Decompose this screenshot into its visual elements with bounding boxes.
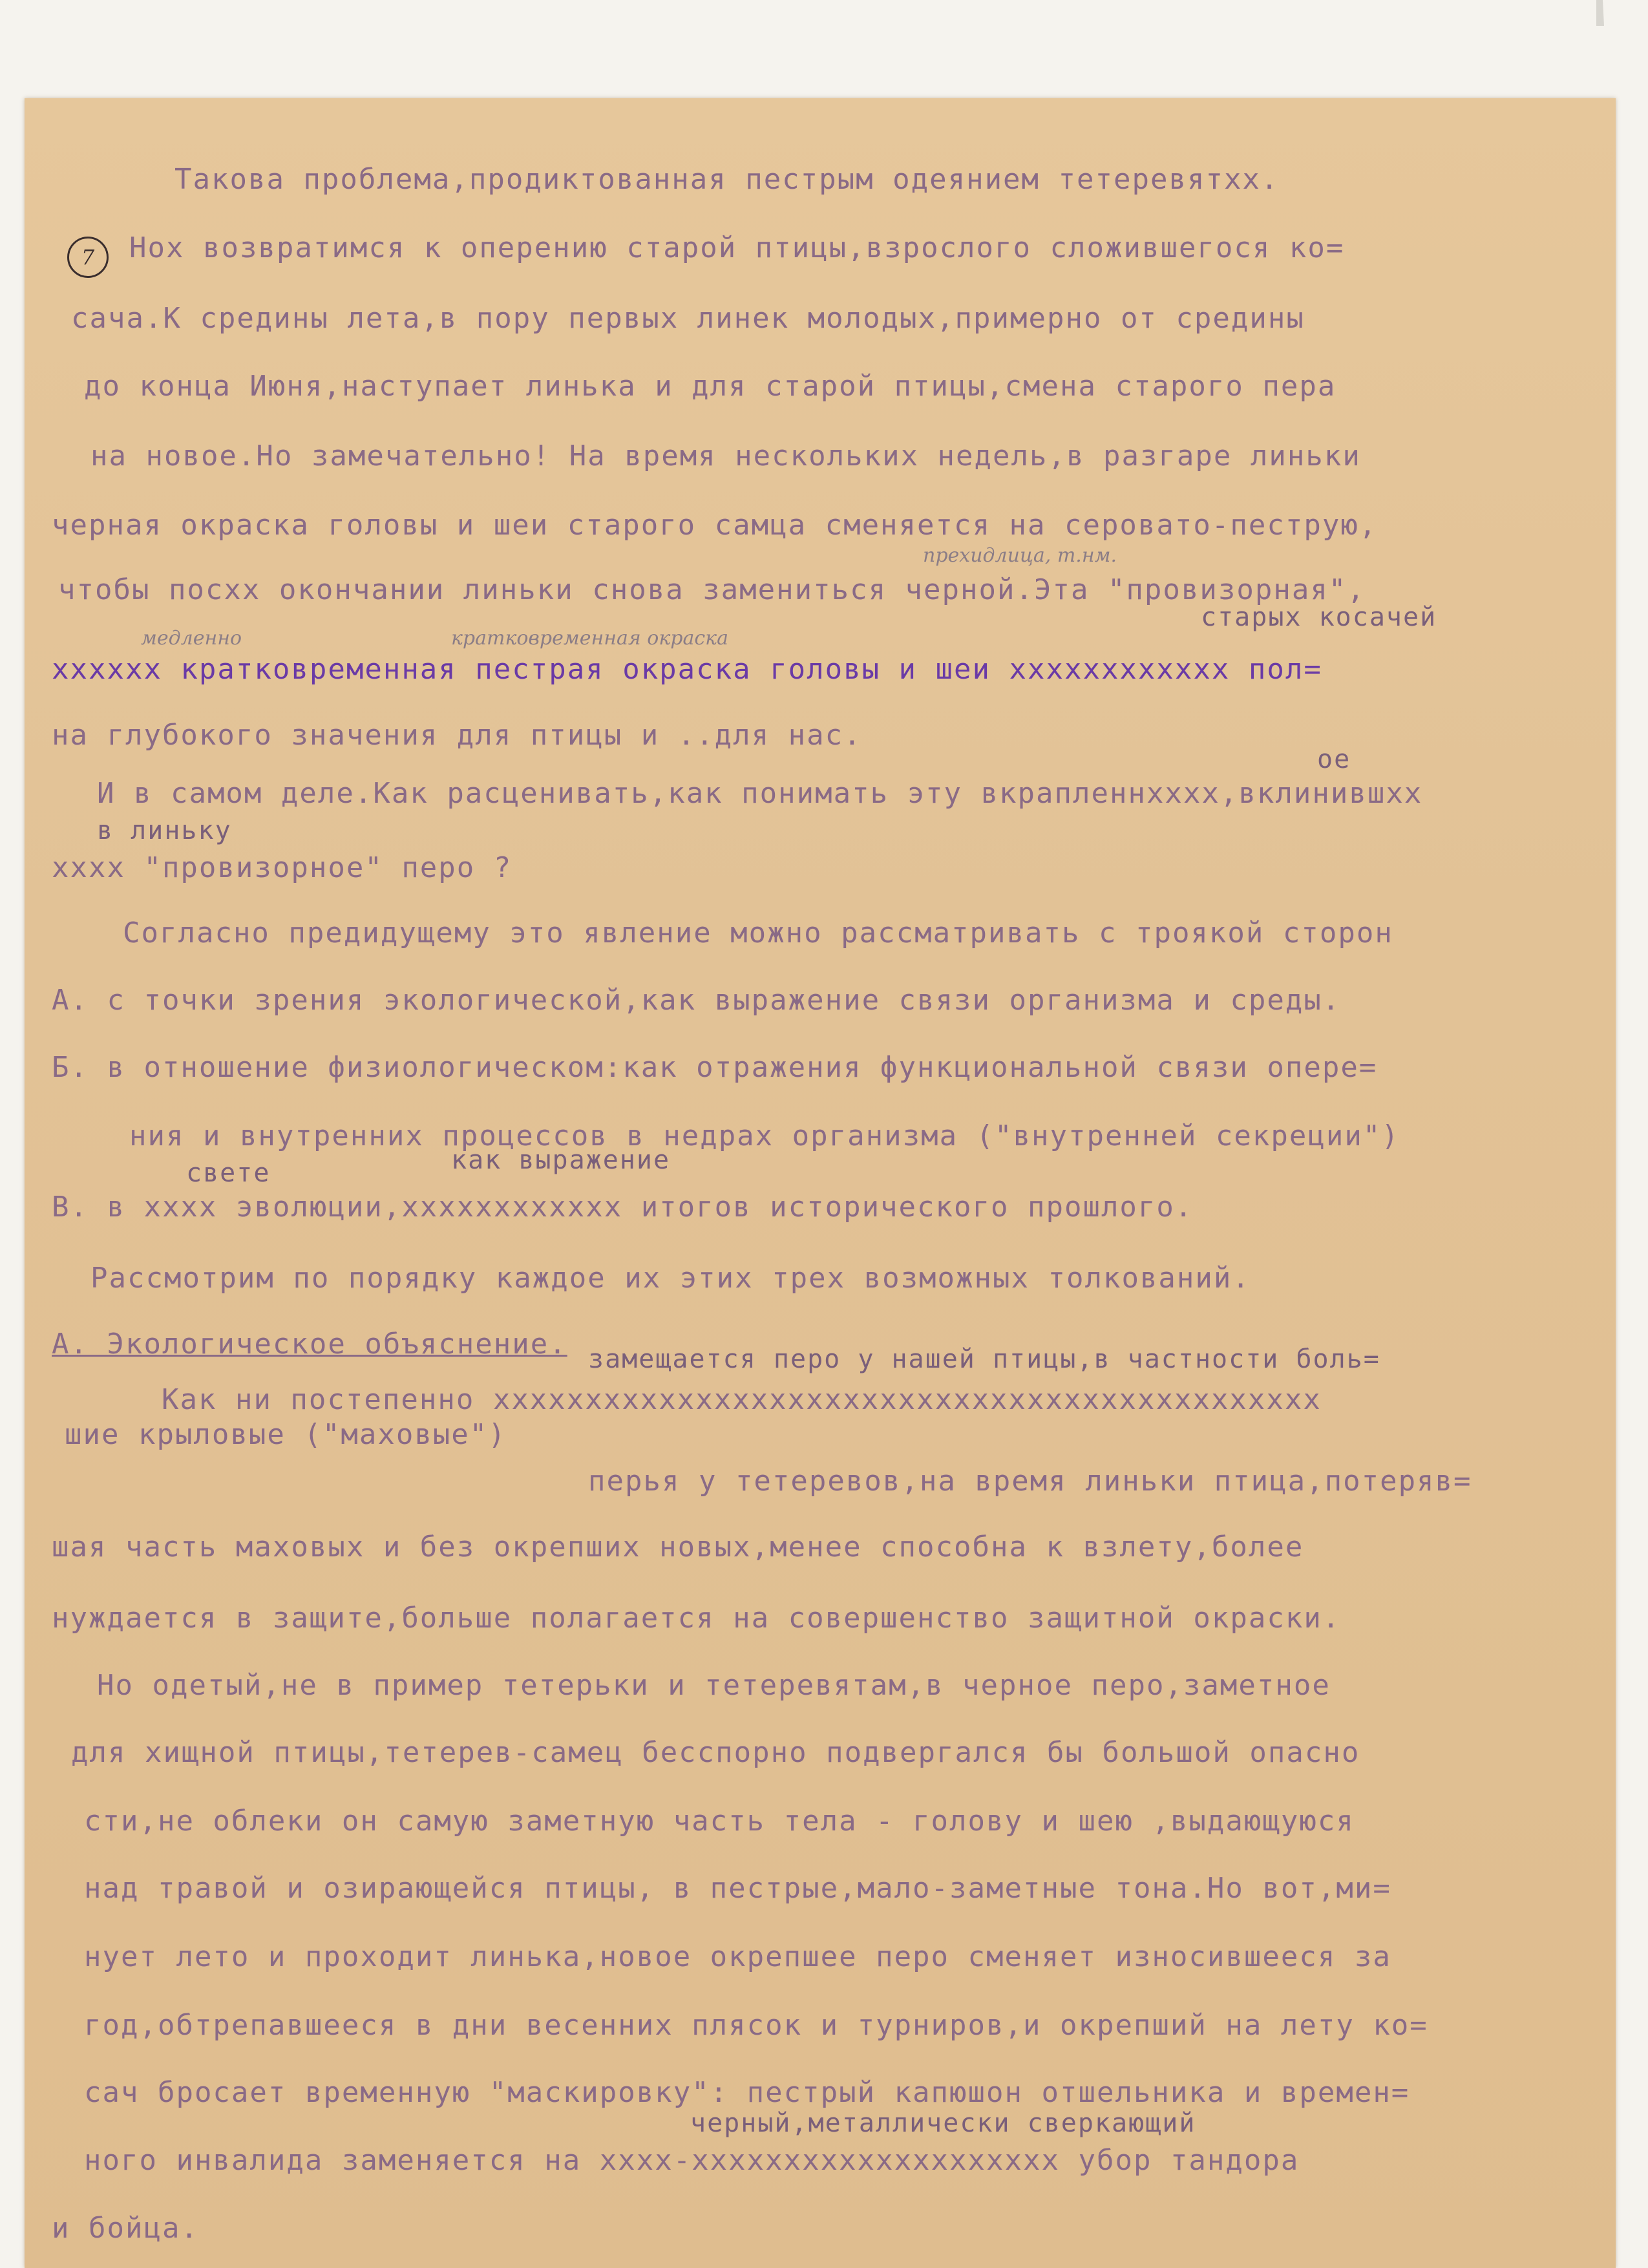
typewritten-page (25, 98, 1616, 2268)
text-line: Б. в отношение физиологическом:как отражения функциональной связи опере= (52, 1051, 1378, 1084)
text-line: нуждается в защите,больше полагается на совершенство защитной окраски. (52, 1602, 1341, 1635)
text-line: А. с точки зрения экологической,как выражение связи организма и среды. (52, 984, 1341, 1017)
text-line: на новое.Но замечательно! На время нескольких недель,в разгаре линьки (90, 440, 1361, 472)
typed-insertion: ое (1317, 745, 1351, 774)
page-number: 7 (67, 237, 109, 278)
text-line: сти,не облеки он самую заметную часть тела - голову и шею ,выдающуюся (84, 1805, 1355, 1838)
text-line: Но одетый,не в пример тетерьки и тетеревятам,в черное перо,заметное (97, 1669, 1331, 1702)
text-line: до конца Июня,наступает линька и для старой птицы,смена старого пера (84, 370, 1336, 403)
text-line: Как ни постепенно ххххххххххххххххххххххххххххххххххххххххххххх (162, 1383, 1322, 1416)
text-line: шие крыловые ("маховые") (65, 1418, 507, 1451)
handwritten-note: медленно (141, 627, 242, 650)
typed-insertion: черный,металлически сверкающий (690, 2108, 1196, 2138)
text-line: хххххх кратковременная пестрая окраска головы и шеи хххххххххххх пол= (52, 653, 1322, 686)
typed-insertion: старых косачей (1201, 602, 1437, 632)
text-line: шая часть маховых и без окрепших новых,менее способна к взлету,более (52, 1531, 1304, 1563)
text-line: для хищной птицы,тетерев-самец бесспорно подвергался бы большой опасно (71, 1736, 1360, 1769)
text-line: черная окраска головы и шеи старого самца сменяется на серовато-пеструю, (52, 509, 1378, 542)
text-line: нует лето и проходит линька,новое окрепшее перо сменяет износившееся за (84, 1940, 1391, 1973)
section-heading: А. Экологическое объяснение. (52, 1328, 567, 1361)
text-line: хххх "провизорное" перо ? (52, 851, 512, 884)
typed-insertion: в линьку (97, 816, 232, 845)
text-line: И в самом деле.Как расценивать,как понимать эту вкрапленнхххх,вклинившхх (97, 777, 1423, 810)
text-line: Такова проблема,продиктованная пестрым одеянием тетеревятхх. (174, 163, 1280, 196)
typed-insertion: как выражение (451, 1145, 671, 1175)
text-line: перья у тетеревов,на время линьки птица,потеряв= (588, 1465, 1472, 1498)
text-line: чтобы посхх окончании линьки снова замениться черной.Эта "провизорная", (58, 573, 1366, 606)
text-line: сач бросает временную "маскировку": пестрый капюшон отшельника и времен= (84, 2076, 1410, 2109)
text-line: Нох возвратимся к оперению старой птицы,взрослого сложившегося ко= (129, 231, 1345, 264)
typed-insertion: свете (186, 1158, 271, 1188)
typed-insertion: замещается перо у нашей птицы,в частности боль= (588, 1344, 1380, 1374)
text-line: сача.К средины лета,в пору первых линек молодых,примерно от средины (71, 302, 1305, 335)
text-line: на глубокого значения для птицы и ..для нас. (52, 719, 862, 752)
text-line: год,обтрепавшееся в дни весенних плясок и турниров,и окрепший на лету ко= (84, 2009, 1428, 2042)
text-line: над травой и озирающейся птицы, в пестрые,мало-заметные тона.Но вот,ми= (84, 1872, 1391, 1905)
text-line: и бойца. (52, 2212, 199, 2245)
text-line: В. в хххх эволюции,хххххххххххх итогов исторического прошлого. (52, 1191, 1194, 1224)
text-line: Рассмотрим по порядку каждое их этих трех возможных толкований. (90, 1262, 1251, 1295)
text-line: ния и внутренних процессов в недрах организма ("внутренней секреции") (129, 1119, 1400, 1152)
handwritten-note: кратковременная окраска (451, 627, 728, 650)
handwritten-note: прехидлица, т.нм. (923, 544, 1117, 567)
text-line: Согласно предидущему это явление можно рассматривать с троякой сторон (123, 917, 1393, 949)
text-line: ного инвалида заменяется на хххх-хххххххххххххххххххх убор тандора (84, 2144, 1300, 2177)
